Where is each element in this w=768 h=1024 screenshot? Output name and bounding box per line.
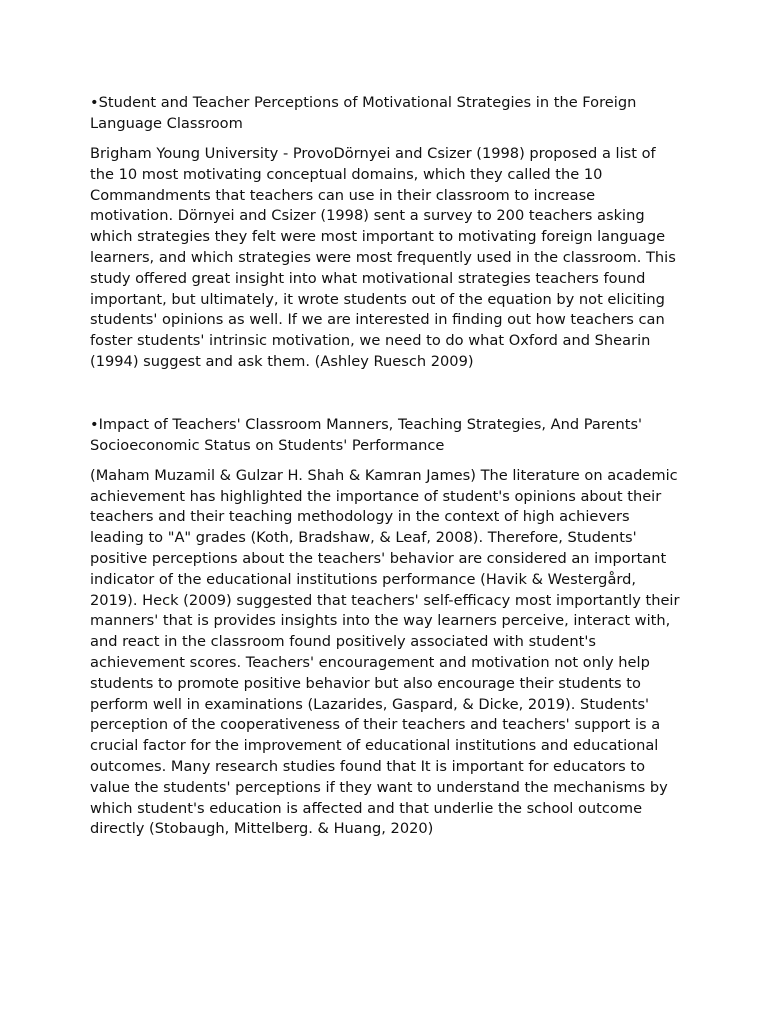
section-body: (Maham Muzamil & Gulzar H. Shah & Kamran James) The literature on academic achievement has highlighted the importance of student's opinions about their teachers and their teaching methodology in the context of high achievers leading to "A" grades (Koth, Bradshaw, & Leaf, 2008). Therefore, Students' positive perceptions about the teachers' behavior are considered an important indicator of the educational institutions performance (Havik & Westergård, 2019). Heck (2009) suggested that teachers' self-efficacy most importantly their manners' that is provides insights into the way learners perceive, interact with, and react in the classroom found positively associated with student's achievement scores. Teachers' encouragement and motivation not only help students to promote positive behavior but also encourage their students to perform well in examinations (Lazarides, Gaspard, & Dicke, 2019). Students' perception of the cooperativeness of their teachers and teachers' support is a crucial factor for the improvement of educational institutions and educational outcomes. Many research studies found that It is important for educators to value the students' perceptions if they want to understand the mechanisms by which student's education is affected and that underlie the school outcome directly (Stobaugh, Mittelberg. & Huang, 2020): [90, 466, 680, 838]
section-heading: •Student and Teacher Perceptions of Motivational Strategies in the Foreign Language Classroom: [90, 94, 637, 132]
section-body: Brigham Young University - ProvoDörnyei and Csizer (1998) proposed a list of the 10 most motivating conceptual domains, which they called the 10 Commandments that teachers can use in their classroom to increase motivation. Dörnyei and Csizer (1998) sent a survey to 200 teachers asking which strategies they felt were most important to motivating foreign language learners, and which strategies were most frequently used in the classroom. This study offered great insight into what motivational strategies teachers found important, but ultimately, it wrote students out of the equation by not eliciting students' opinions as well. If we are interested in finding out how teachers can foster students' intrinsic motivation, we need to do what Oxford and Shearin (1994) suggest and ask them. (Ashley Ruesch 2009): [90, 145, 676, 370]
section-heading: •Impact of Teachers' Classroom Manners, Teaching Strategies, And Parents' Socioeconomic Status on Students' Performance: [90, 415, 643, 454]
section-spacer: [90, 373, 680, 414]
section-motivational-strategies: [90, 92, 680, 373]
section-teachers-impact: [90, 414, 680, 840]
